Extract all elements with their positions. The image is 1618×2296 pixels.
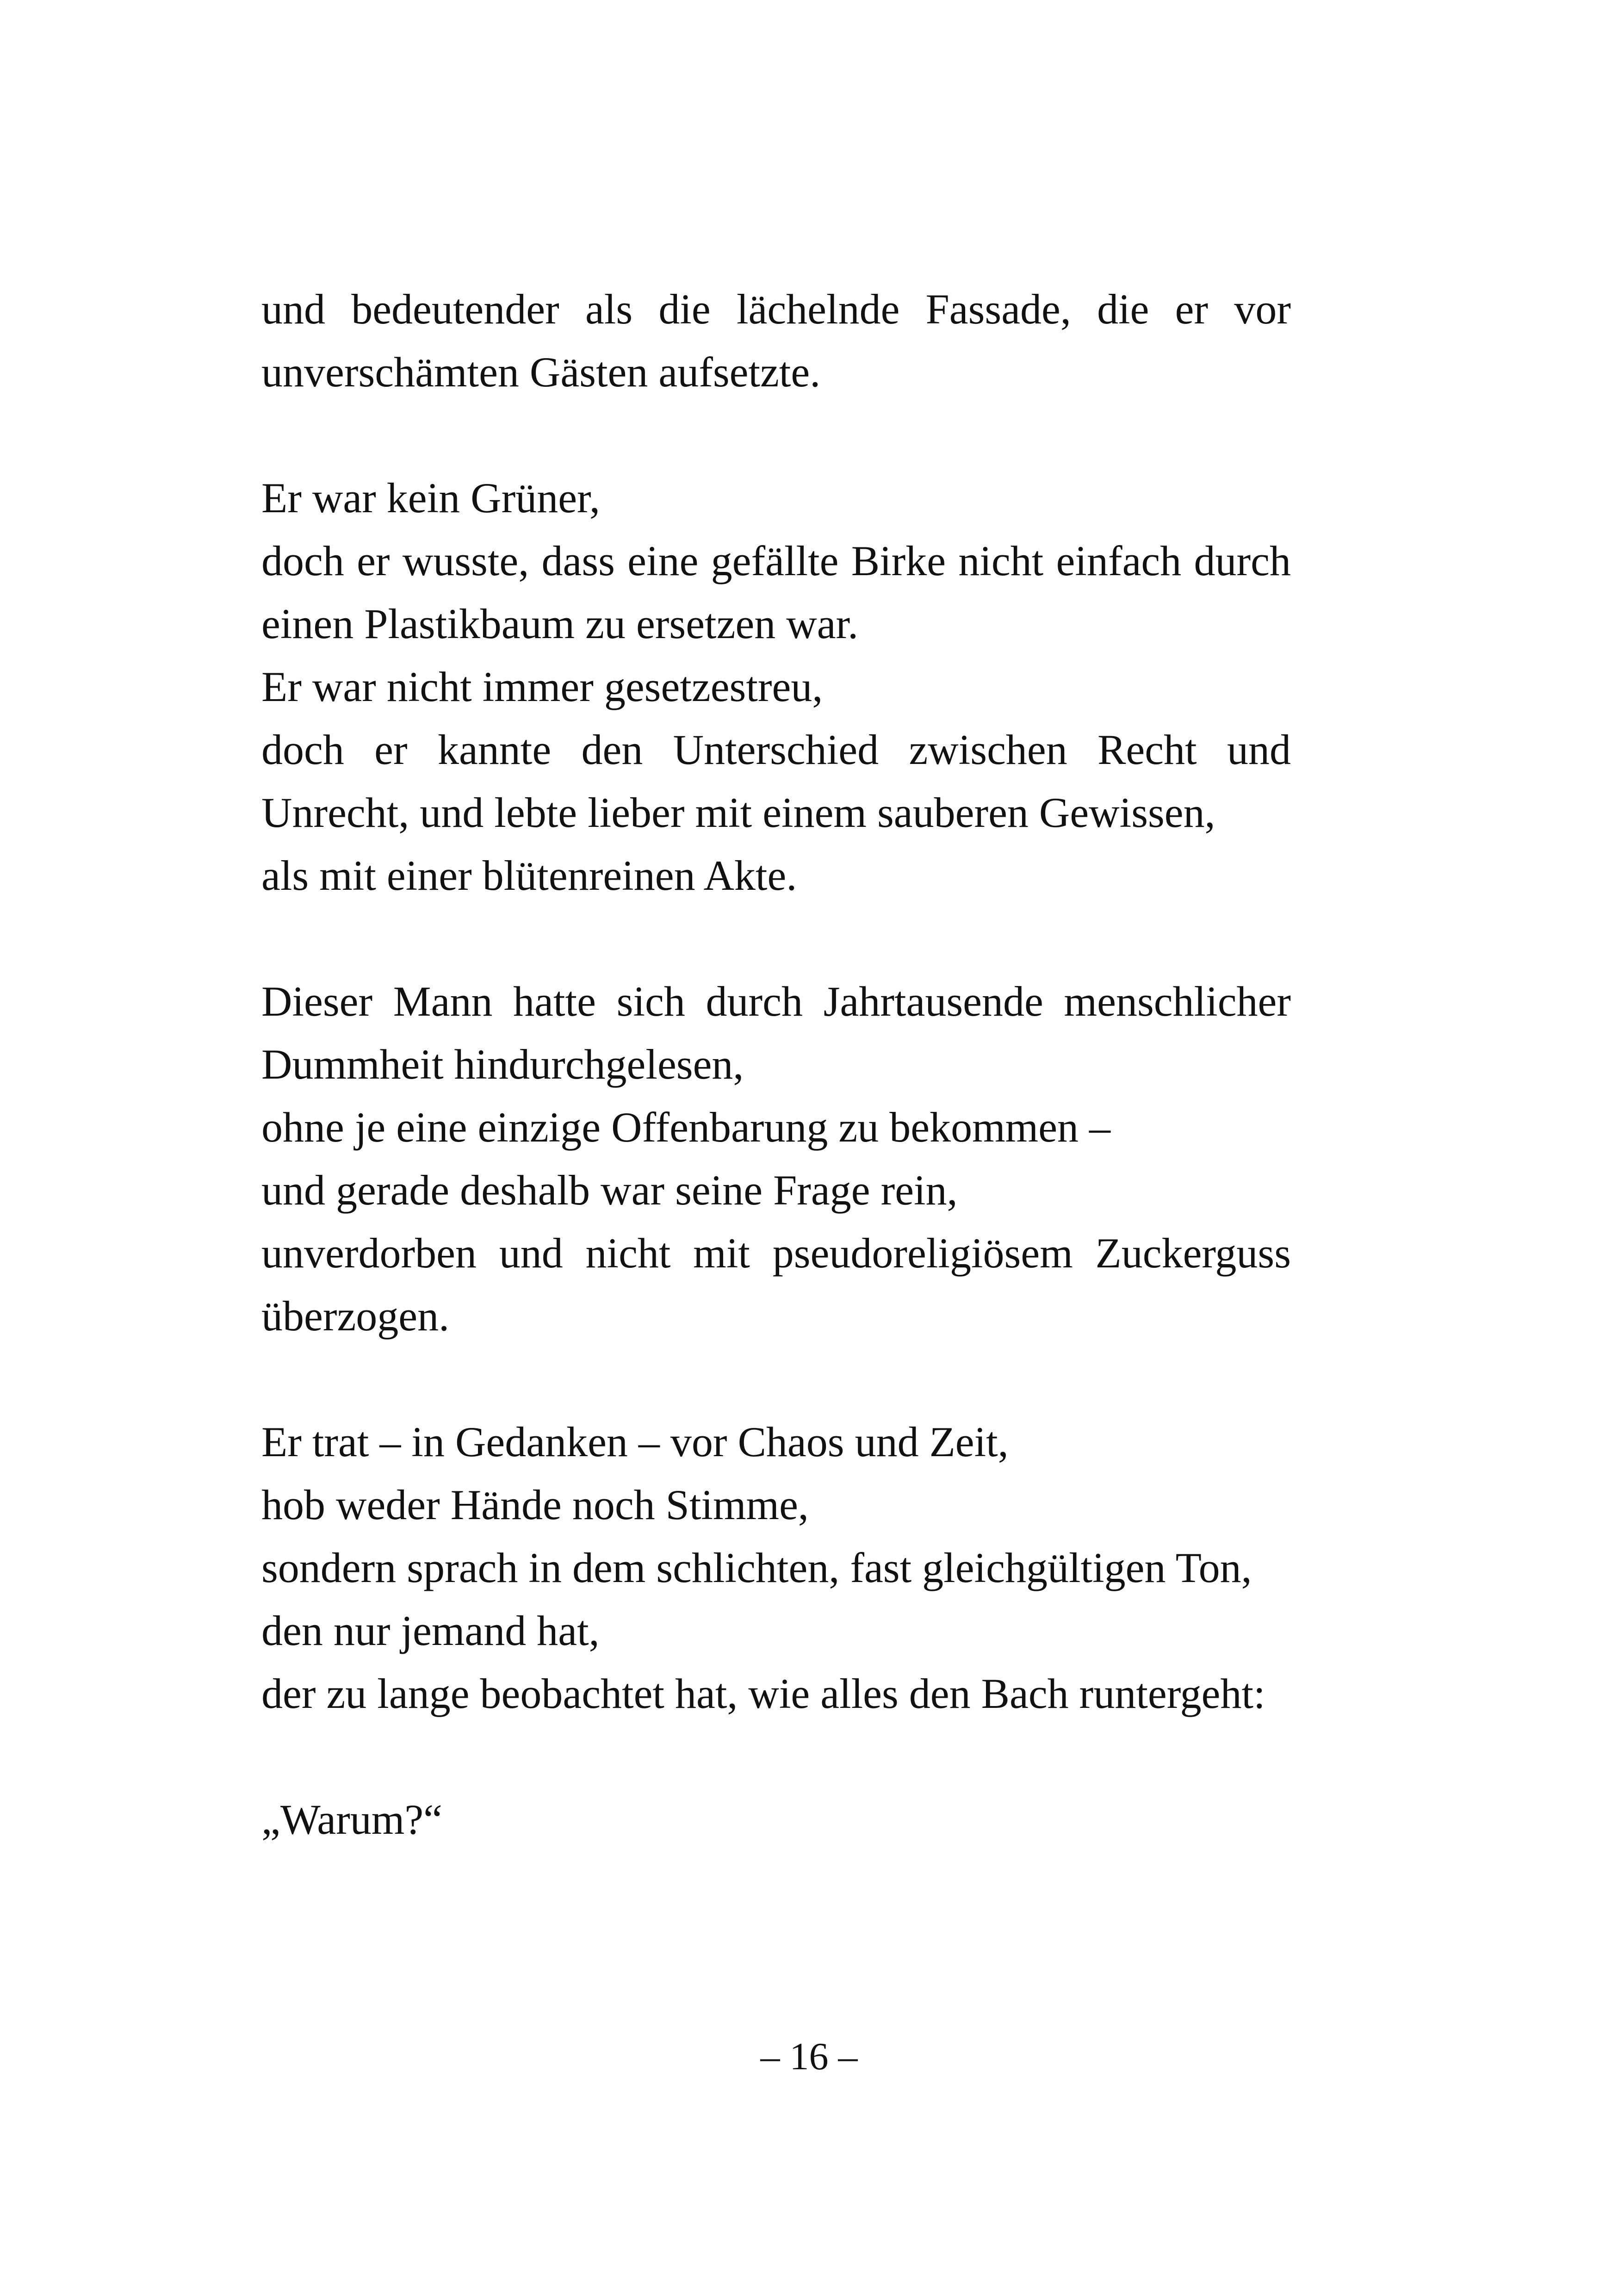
text-line: als mit einer blütenreinen Akte. [261,852,797,899]
text-line: und gerade deshalb war seine Frage rein, [261,1167,958,1214]
paragraph [261,1788,1291,1851]
text-line: unverdorben und nicht mit pseudoreligiösem Zuckerguss [261,1229,1291,1277]
paragraph [261,1410,1291,1725]
page-number: – 16 – [760,2035,858,2078]
body-text [261,278,1291,1851]
text-line: Er trat – in Gedanken – vor Chaos und Zeit, [261,1418,1009,1465]
text-line: der zu lange beobachtet hat, wie alles den Bach runtergeht: [261,1670,1265,1717]
paragraph [261,278,1291,403]
text-line: Er war nicht immer gesetzestreu, [261,663,823,710]
text-line: unverschämten Gästen aufsetzte. [261,348,821,396]
text-line: sondern sprach in dem schlichten, fast gleichgültigen Ton, [261,1544,1252,1591]
paragraph [261,970,1291,1347]
text-line: den nur jemand hat, [261,1607,600,1654]
paragraph [261,466,1291,907]
text-line: hob weder Hände noch Stimme, [261,1481,809,1528]
text-line: Unrecht, und lebte lieber mit einem sauberen Gewissen, [261,789,1215,836]
text-line: Dieser Mann hatte sich durch Jahrtausende menschlicher [261,978,1291,1025]
text-line: einen Plastikbaum zu ersetzen war. [261,600,859,647]
text-line: doch er kannte den Unterschied zwischen Recht und [261,726,1291,773]
text-line: doch er wusste, dass eine gefällte Birke nicht einfach durch [261,537,1291,584]
text-line: und bedeutender als die lächelnde Fassade, die er vor [261,285,1291,333]
text-line: „Warum?“ [261,1796,442,1843]
text-line: Dummheit hindurchgelesen, [261,1041,744,1088]
text-line: überzogen. [261,1292,450,1340]
text-line: ohne je eine einzige Offenbarung zu bekommen – [261,1104,1111,1151]
text-line: Er war kein Grüner, [261,474,601,521]
